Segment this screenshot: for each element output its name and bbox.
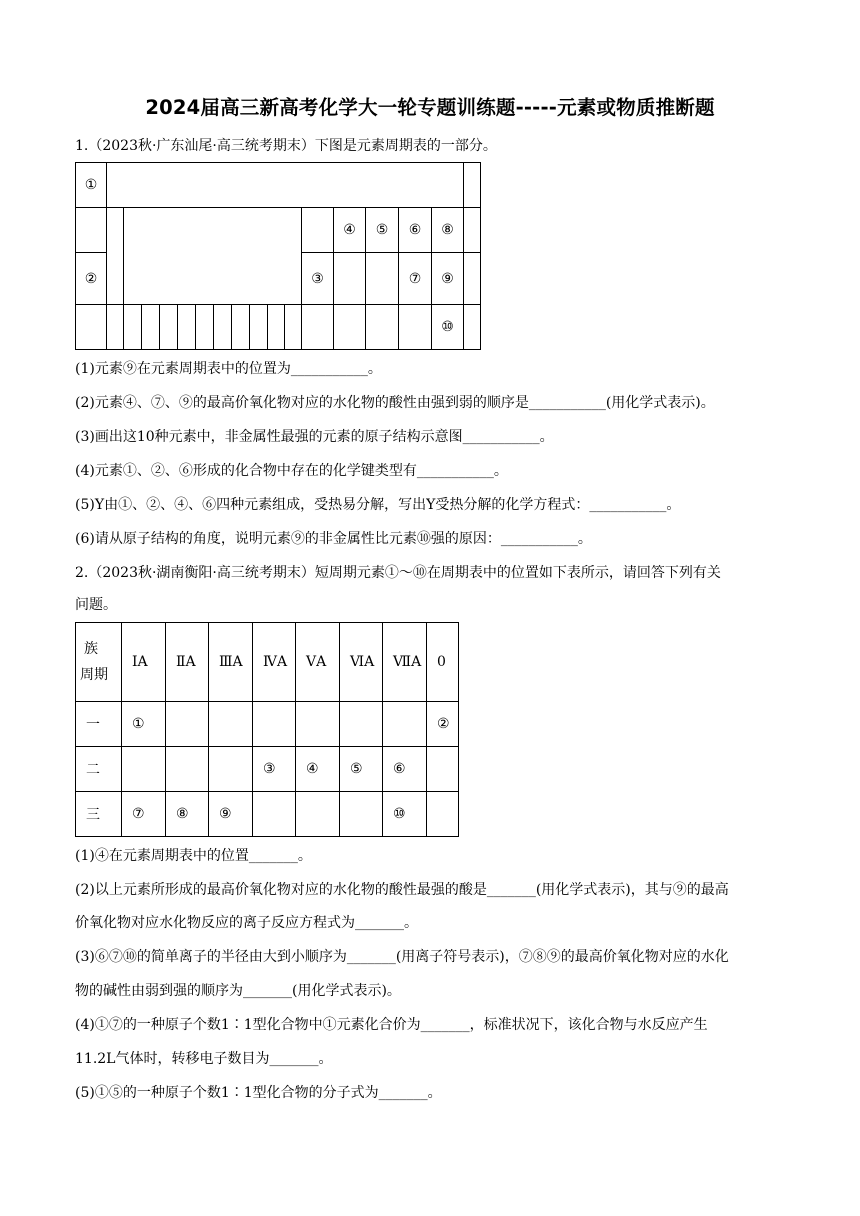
pt-cell-blank (463, 162, 481, 208)
period-cell: 二 (76, 747, 122, 792)
group-header: ⅦA (383, 623, 427, 702)
element-cell: ⑥ (383, 747, 427, 792)
q2-header-row (76, 623, 459, 702)
q2-line-1: (1)④在元素周期表中的位置_______。 (75, 848, 312, 864)
element-cell (253, 792, 296, 837)
pt-cell-9: ⑨ (431, 252, 464, 305)
pt-cell-blank (463, 304, 481, 350)
q1-part-4: (4)元素①、②、⑥形成的化合物中存在的化学键类型有___________。 (75, 463, 508, 479)
pt-cell-5: ⑤ (365, 207, 399, 253)
period-label: 周期 (80, 667, 108, 683)
element-cell (209, 702, 253, 747)
q2-line-7: 11.2L气体时，转移电子数目为_______。 (75, 1051, 333, 1067)
table-row (76, 792, 459, 837)
group-header: ⅠA (122, 623, 166, 702)
pt-cell-4: ④ (333, 207, 366, 253)
element-cell: ③ (253, 747, 296, 792)
element-cell (340, 702, 383, 747)
q2-stem: 2.（2023秋·湖南衡阳·高三统考期末）短周期元素①～⑩在周期表中的位置如下表所示，请回答下列有关 (75, 565, 721, 581)
pt-cell-blank (141, 304, 160, 350)
pt-cell-blank (177, 304, 196, 350)
element-cell (427, 792, 459, 837)
pt-cell-blank (106, 162, 464, 208)
pt-cell-blank (106, 207, 124, 305)
pt-cell-blank (159, 304, 178, 350)
q1-part-3: (3)画出这10种元素中，非金属性最强的元素的原子结构示意图___________。 (75, 429, 554, 445)
q1-stem: 1.（2023秋·广东汕尾·高三统考期末）下图是元素周期表的一部分。 (75, 138, 497, 154)
period-cell: 一 (76, 702, 122, 747)
period-cell: 三 (76, 792, 122, 837)
q2-line-8: (5)①⑤的一种原子个数1∶1型化合物的分子式为_______。 (75, 1085, 442, 1101)
element-cell (166, 747, 209, 792)
element-cell: ② (427, 702, 459, 747)
pt-cell-6: ⑥ (398, 207, 432, 253)
pt-cell-blank (365, 252, 399, 305)
pt-cell-blank (249, 304, 268, 350)
pt-cell-blank (195, 304, 214, 350)
element-cell: ① (122, 702, 166, 747)
pt-cell-blank (463, 252, 481, 305)
element-cell (340, 792, 383, 837)
group-header: ⅢA (209, 623, 253, 702)
element-cell (296, 702, 340, 747)
q2-line-5: 物的碱性由弱到强的顺序为_______(用化学式表示)。 (75, 983, 401, 999)
page-title: 2024届高三新高考化学大一轮专题训练题-----元素或物质推断题 (145, 96, 715, 119)
q1-part-6: (6)请从原子结构的角度，说明元素⑨的非金属性比元素⑩强的原因：___________。 (75, 531, 592, 547)
pt-cell-blank (301, 304, 334, 350)
pt-cell-blank (106, 304, 124, 350)
element-cell: ⑦ (122, 792, 166, 837)
group-label: 族 (84, 641, 98, 657)
q2-line-3: 价氧化物对应水化物反应的离子反应方程式为_______。 (75, 915, 418, 931)
element-cell: ⑧ (166, 792, 209, 837)
pt-cell-blank (267, 304, 285, 350)
q2-line-6: (4)①⑦的一种原子个数1∶1型化合物中①元素化合价为_______，标准状况下，该化合物与水反应产生 (75, 1017, 708, 1033)
pt-cell-blank (398, 304, 432, 350)
pt-cell-7: ⑦ (398, 252, 432, 305)
element-cell (296, 792, 340, 837)
element-cell (122, 747, 166, 792)
q2-line-4: (3)⑥⑦⑩的简单离子的半径由大到小顺序为_______(用离子符号表示)，⑦⑧⑨的最高价氧化物对应的水化 (75, 949, 729, 965)
element-cell (166, 702, 209, 747)
element-cell (383, 702, 427, 747)
pt-cell-blank (463, 207, 481, 253)
pt-cell-blank (123, 304, 142, 350)
group-header: ⅣA (253, 623, 296, 702)
q1-part-2: (2)元素④、⑦、⑨的最高价氧化物对应的水化物的酸性由强到弱的顺序是___________(用化学式表示)。 (75, 395, 715, 411)
q1-part-5: (5)Y由①、②、④、⑥四种元素组成，受热易分解，写出Y受热分解的化学方程式：___________。 (75, 497, 681, 513)
q2-corner-cell (76, 623, 122, 702)
group-header: ⅤA (296, 623, 340, 702)
pt-cell-3: ③ (301, 252, 334, 305)
table-row (76, 702, 459, 747)
group-header: ⅡA (166, 623, 209, 702)
pt-cell-2: ② (75, 252, 107, 305)
q2-line-2: (2)以上元素所形成的最高价氧化物对应的水化物的酸性最强的酸是_______(用化学式表示)，其与⑨的最高 (75, 882, 729, 898)
pt-cell-blank (75, 304, 107, 350)
element-cell (253, 702, 296, 747)
pt-cell-8: ⑧ (431, 207, 464, 253)
pt-cell-1: ① (75, 162, 107, 208)
group-header: 0 (427, 623, 459, 702)
pt-cell-blank (333, 304, 366, 350)
q2-stem-cont: 问题。 (75, 597, 117, 613)
pt-cell-blank (231, 304, 250, 350)
pt-cell-blank (284, 304, 302, 350)
element-cell (427, 747, 459, 792)
q1-part-1: (1)元素⑨在元素周期表中的位置为___________。 (75, 361, 382, 377)
pt-cell-blank (365, 304, 399, 350)
pt-cell-blank (213, 304, 232, 350)
element-cell (209, 747, 253, 792)
q1-periodic-table (75, 162, 481, 350)
q2-periodic-table (75, 622, 459, 837)
element-cell: ⑤ (340, 747, 383, 792)
pt-cell-blank (75, 207, 107, 253)
pt-transition-block (123, 207, 302, 305)
element-cell: ④ (296, 747, 340, 792)
pt-cell-blank (301, 207, 334, 253)
element-cell: ⑩ (383, 792, 427, 837)
group-header: ⅥA (340, 623, 383, 702)
element-cell: ⑨ (209, 792, 253, 837)
table-row (76, 747, 459, 792)
pt-cell-blank (333, 252, 366, 305)
pt-cell-10: ⑩ (431, 304, 464, 350)
